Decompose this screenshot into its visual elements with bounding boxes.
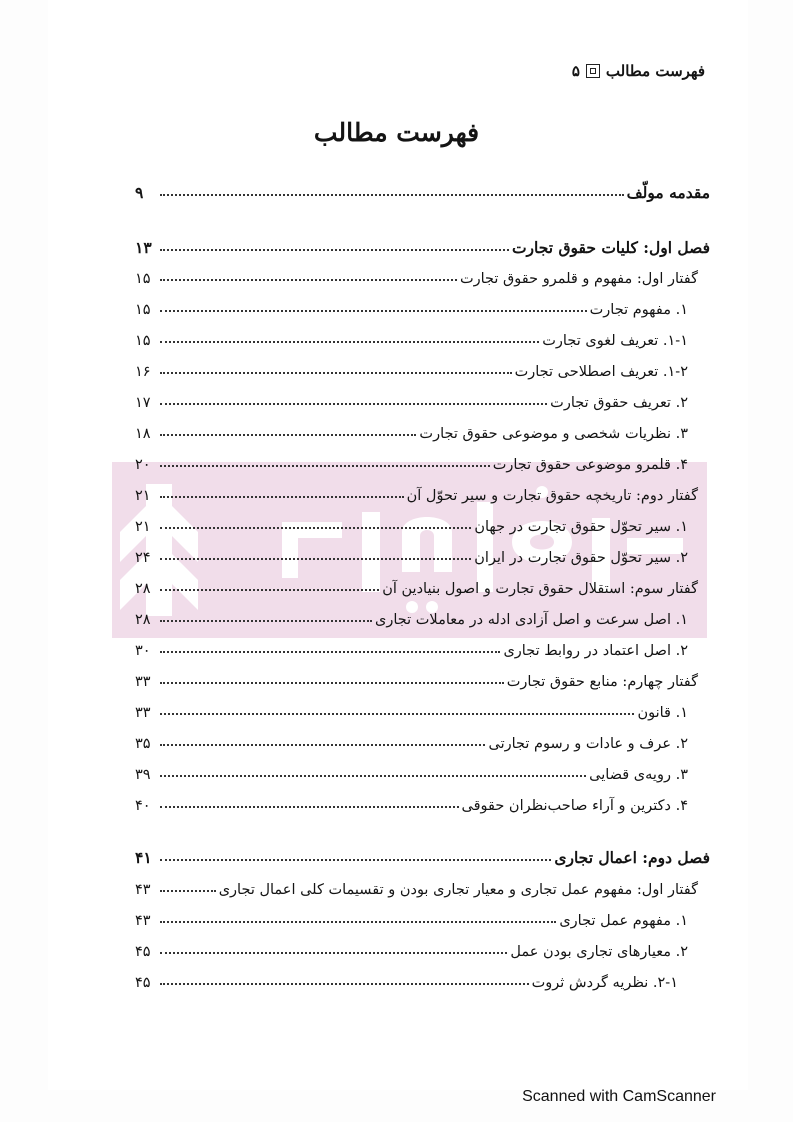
- running-header: [572, 62, 705, 80]
- toc-entry: [135, 841, 710, 867]
- toc-entry-page: ۳۳: [135, 674, 151, 690]
- toc-entry-page: ۴۰: [135, 798, 151, 814]
- toc-entry-text: ۴. قلمرو موضوعی حقوق تجارت: [492, 457, 688, 473]
- toc-entry: [135, 509, 688, 535]
- toc-entry-text: گفتار چهارم: منابع حقوق تجارت: [506, 674, 698, 690]
- toc-entry-page: ۳۰: [135, 643, 151, 659]
- toc-dot-leader: [160, 775, 586, 777]
- toc-entry-text: ۲. سیر تحوّل حقوق تجارت در ایران: [474, 550, 688, 566]
- toc-entry: [135, 447, 688, 473]
- toc-entry-page: ۲۱: [135, 519, 151, 535]
- toc-dot-leader: [160, 890, 216, 892]
- toc-dot-leader: [160, 434, 416, 436]
- toc-dot-leader: [160, 527, 471, 529]
- toc-entry-page: ۱۷: [135, 395, 151, 411]
- toc-dot-leader: [160, 310, 587, 312]
- toc-entry: [135, 695, 688, 721]
- running-header-page-number: ۵: [571, 62, 580, 80]
- toc-entry: [135, 965, 678, 991]
- toc-dot-leader: [160, 682, 504, 684]
- toc-dot-leader: [160, 589, 379, 591]
- toc-dot-leader: [160, 194, 624, 196]
- toc-entry-text: ۲. معیارهای تجاری بودن عمل: [510, 944, 688, 960]
- toc-entry-text: ۱. قانون: [637, 705, 688, 721]
- toc-dot-leader: [160, 249, 509, 251]
- toc-entry: [135, 872, 698, 898]
- toc-entry: [135, 726, 688, 752]
- toc-entry: [135, 385, 688, 411]
- toc-entry: [135, 633, 688, 659]
- toc-dot-leader: [160, 620, 372, 622]
- toc-entry-page: ۴۵: [135, 944, 151, 960]
- toc-entry-page: ۹: [135, 183, 144, 202]
- toc-entry-page: ۱۵: [135, 302, 151, 318]
- toc-dot-leader: [160, 983, 529, 985]
- toc-entry-text: ۱. مفهوم تجارت: [589, 302, 688, 318]
- square-ornament-icon: [586, 64, 600, 78]
- toc-entry-text: ۲-۱. نظریه گردش ثروت: [531, 975, 678, 991]
- toc-entry: [135, 788, 688, 814]
- toc-entry: [135, 292, 688, 318]
- toc-entry-text: گفتار سوم: استقلال حقوق تجارت و اصول بنیادین آن: [382, 581, 698, 597]
- toc-entry: [135, 323, 688, 349]
- toc-entry-page: ۲۸: [135, 581, 151, 597]
- toc-entry-page: ۴۳: [135, 882, 151, 898]
- toc-dot-leader: [160, 279, 457, 281]
- toc-entry-page: ۳۹: [135, 767, 151, 783]
- toc-entry-page: ۱۸: [135, 426, 151, 442]
- toc-entry-text: ۳. رویه‌ی قضایی: [589, 767, 688, 783]
- toc-entry-page: ۴۳: [135, 913, 151, 929]
- toc-entry-text: ۲. اصل اعتماد در روابط تجاری: [503, 643, 688, 659]
- toc-entry-page: ۳۳: [135, 705, 151, 721]
- toc-entry-page: ۱۶: [135, 364, 151, 380]
- toc-entry-text: ۱. اصل سرعت و اصل آزادی ادله در معاملات تجاری: [375, 612, 688, 628]
- toc-dot-leader: [160, 713, 634, 715]
- toc-entry-text: مقدمه مولّف: [626, 183, 710, 202]
- toc-entry-page: ۳۵: [135, 736, 151, 752]
- toc-dot-leader: [160, 465, 490, 467]
- toc-entry-text: فصل اول: کلیات حقوق تجارت: [511, 238, 710, 257]
- scanner-footer: Scanned with CamScanner: [522, 1088, 716, 1105]
- toc-entry-text: فصل دوم: اعمال تجاری: [554, 848, 710, 867]
- toc-entry-text: گفتار اول: مفهوم عمل تجاری و معیار تجاری بودن و تقسیمات کلی اعمال تجاری: [218, 882, 698, 898]
- toc-dot-leader: [160, 744, 485, 746]
- toc-entry-text: ۲. عرف و عادات و رسوم تجارتی: [488, 736, 688, 752]
- toc-dot-leader: [160, 651, 500, 653]
- toc-entry: [135, 176, 710, 202]
- toc-entry-text: ۲. تعریف حقوق تجارت: [550, 395, 688, 411]
- toc-entry-text: ۱. مفهوم عمل تجاری: [559, 913, 688, 929]
- toc-entry-text: ۴. دکترین و آراء صاحب‌نظران حقوقی: [461, 798, 688, 814]
- toc-entry: [135, 478, 698, 504]
- toc-entry-page: ۲۸: [135, 612, 151, 628]
- toc-dot-leader: [160, 952, 507, 954]
- toc-entry-page: ۱۵: [135, 271, 151, 287]
- toc-entry: [135, 261, 698, 287]
- toc-entry-page: ۱۵: [135, 333, 151, 349]
- toc-entry-text: ۱-۲. تعریف اصطلاحی تجارت: [514, 364, 688, 380]
- toc-entry: [135, 934, 688, 960]
- toc-entry-page: ۲۱: [135, 488, 151, 504]
- toc-entry: [135, 903, 688, 929]
- toc-dot-leader: [160, 921, 556, 923]
- toc-entry-text: گفتار اول: مفهوم و قلمرو حقوق تجارت: [459, 271, 698, 287]
- toc-entry: [135, 354, 688, 380]
- toc-entry-page: ۲۴: [135, 550, 151, 566]
- toc-entry: [135, 231, 710, 257]
- running-header-label: فهرست مطالب: [605, 62, 705, 80]
- toc-entry-text: ۱-۱. تعریف لغوی تجارت: [542, 333, 688, 349]
- toc-dot-leader: [160, 496, 404, 498]
- toc-entry-page: ۱۳: [135, 238, 152, 257]
- toc-entry: [135, 757, 688, 783]
- toc-dot-leader: [160, 859, 551, 861]
- toc-entry: [135, 416, 688, 442]
- toc-entry: [135, 602, 688, 628]
- toc-dot-leader: [160, 806, 459, 808]
- toc-entry-text: گفتار دوم: تاریخچه حقوق تجارت و سیر تحوّل آن: [406, 488, 698, 504]
- toc-entry: [135, 664, 698, 690]
- toc-entry-text: ۱. سیر تحوّل حقوق تجارت در جهان: [474, 519, 688, 535]
- toc-dot-leader: [160, 558, 471, 560]
- toc-dot-leader: [160, 372, 512, 374]
- toc-entry-page: ۴۵: [135, 975, 151, 991]
- toc-entry-page: ۲۰: [135, 457, 151, 473]
- toc-dot-leader: [160, 341, 539, 343]
- toc-entry: [135, 540, 688, 566]
- toc-entry-page: ۴۱: [135, 848, 152, 867]
- toc-dot-leader: [160, 403, 547, 405]
- page-title: فهرست مطالب: [313, 118, 480, 147]
- toc-entry: [135, 571, 698, 597]
- toc-entry-text: ۳. نظریات شخصی و موضوعی حقوق تجارت: [419, 426, 688, 442]
